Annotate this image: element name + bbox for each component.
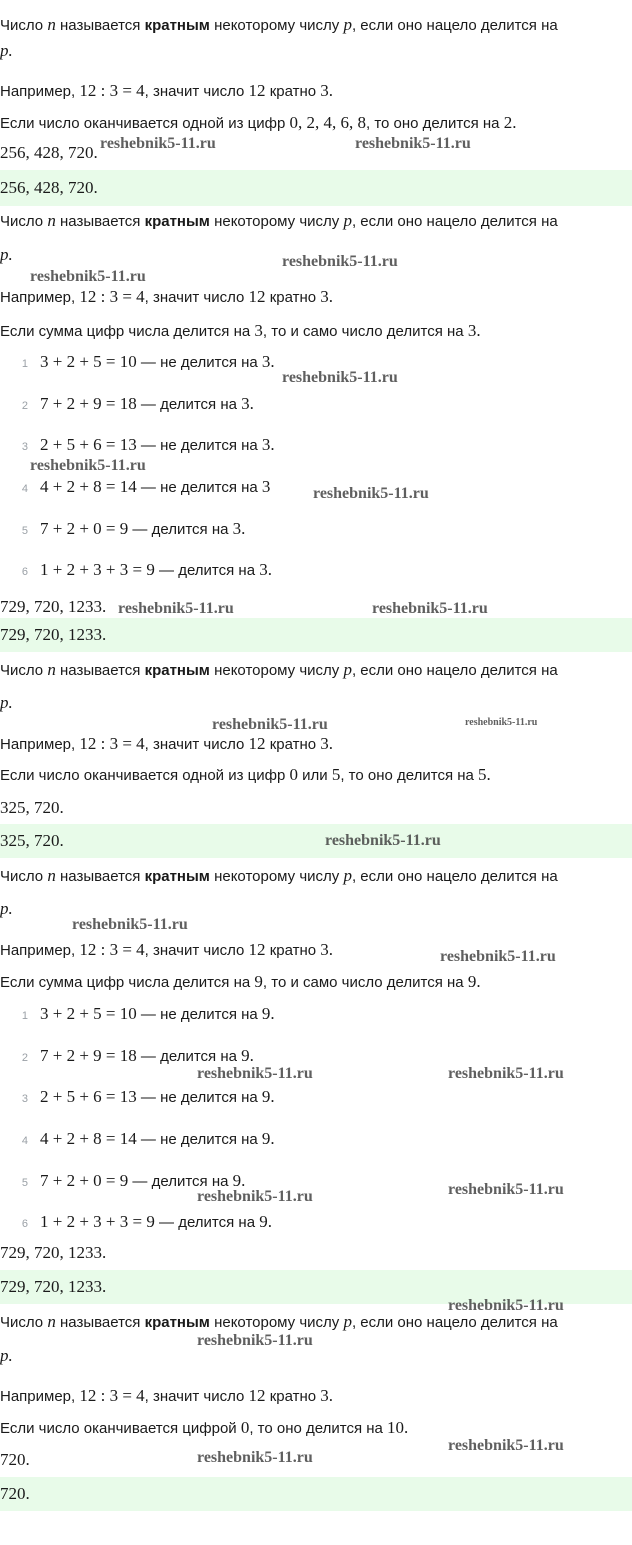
list-item: 1 3 + 2 + 5 = 10 — не делится на 9. [21,1004,275,1023]
definition-continuation: p. [0,693,13,712]
watermark-text: reshebnik5-11.ru [197,1188,313,1205]
list-item: 6 1 + 2 + 3 + 3 = 9 — делится на 9. [21,1212,272,1231]
list-item: 1 3 + 2 + 5 = 10 — не делится на 3. [21,352,275,371]
list-item: 5 7 + 2 + 0 = 9 — делится на 3. [21,519,246,538]
answer-box: 729, 720, 1233. [0,1270,632,1304]
number-list: 256, 428, 720. [0,143,98,162]
watermark-text: reshebnik5-11.ru [448,1065,564,1082]
example-line: Например, 12 : 3 = 4, значит число 12 кратно 3. [0,1386,334,1405]
watermark-text: reshebnik5-11.ru [448,1297,564,1314]
number-list: 729, 720, 1233. [0,1243,107,1262]
list-item: 3 2 + 5 + 6 = 13 — не делится на 3. [21,435,275,454]
rule-line: Если сумма цифр числа делится на 3, то и само число делится на 3. [0,321,481,340]
list-item: 4 4 + 2 + 8 = 14 — не делится на 3 [21,477,271,496]
watermark-text: reshebnik5-11.ru [372,600,488,617]
watermark-text: reshebnik5-11.ru [118,600,234,617]
list-item: 2 7 + 2 + 9 = 18 — делится на 9. [21,1046,254,1065]
rule-line: Если число оканчивается одной из цифр 0 или 5, то оно делится на 5. [0,765,491,784]
watermark-text: reshebnik5-11.ru [448,1437,564,1454]
definition-line: Число n называется кратным некоторому числу p, если оно нацело делится на [0,211,558,230]
rule-line: Если сумма цифр числа делится на 9, то и само число делится на 9. [0,972,481,991]
watermark-text: reshebnik5-11.ru [355,135,471,152]
watermark-text: reshebnik5-11.ru [282,369,398,386]
answer-box: 729, 720, 1233. [0,618,632,652]
example-line: Например, 12 : 3 = 4, значит число 12 кратно 3. [0,940,334,959]
definition-line: Число n называется кратным некоторому числу p, если оно нацело делится на [0,15,558,34]
definition-continuation: p. [0,41,13,60]
watermark-text: reshebnik5-11.ru [282,253,398,270]
list-item: 5 7 + 2 + 0 = 9 — делится на 9. [21,1171,246,1190]
watermark-text: reshebnik5-11.ru [30,457,146,474]
watermark-text: reshebnik5-11.ru [30,268,146,285]
example-line: Например, 12 : 3 = 4, значит число 12 кратно 3. [0,81,334,100]
definition-line: Число n называется кратным некоторому числу p, если оно нацело делится на [0,866,558,885]
list-item: 3 2 + 5 + 6 = 13 — не делится на 9. [21,1087,275,1106]
watermark-text: reshebnik5-11.ru [465,717,538,728]
answer-box: 720. [0,1477,632,1511]
watermark-text: reshebnik5-11.ru [100,135,216,152]
watermark-text: reshebnik5-11.ru [72,916,188,933]
definition-continuation: p. [0,1346,13,1365]
list-item: 4 4 + 2 + 8 = 14 — не делится на 9. [21,1129,275,1148]
watermark-text: reshebnik5-11.ru [440,948,556,965]
number-list: 729, 720, 1233. [0,597,107,616]
watermark-text: reshebnik5-11.ru [313,485,429,502]
example-line: Например, 12 : 3 = 4, значит число 12 кратно 3. [0,734,334,753]
number-list: 325, 720. [0,798,64,817]
watermark-text: reshebnik5-11.ru [212,716,328,733]
watermark-text: reshebnik5-11.ru [325,832,441,849]
rule-line: Если число оканчивается цифрой 0, то оно делится на 10. [0,1418,409,1437]
watermark-text: reshebnik5-11.ru [197,1449,313,1466]
definition-continuation: p. [0,899,13,918]
list-item: 2 7 + 2 + 9 = 18 — делится на 3. [21,394,254,413]
definition-line: Число n называется кратным некоторому числу p, если оно нацело делится на [0,660,558,679]
answer-box: 325, 720. [0,824,632,858]
definition-line: Число n называется кратным некоторому числу p, если оно нацело делится на [0,1312,558,1331]
answer-box: 256, 428, 720. [0,170,632,206]
watermark-text: reshebnik5-11.ru [448,1181,564,1198]
example-line: Например, 12 : 3 = 4, значит число 12 кратно 3. [0,287,334,306]
definition-continuation: p. [0,245,13,264]
list-item: 6 1 + 2 + 3 + 3 = 9 — делится на 3. [21,560,272,579]
watermark-text: reshebnik5-11.ru [197,1065,313,1082]
rule-line: Если число оканчивается одной из цифр 0, 2, 4, 6, 8, то оно делится на 2. [0,113,517,132]
watermark-text: reshebnik5-11.ru [197,1332,313,1349]
number-list: 720. [0,1450,30,1469]
